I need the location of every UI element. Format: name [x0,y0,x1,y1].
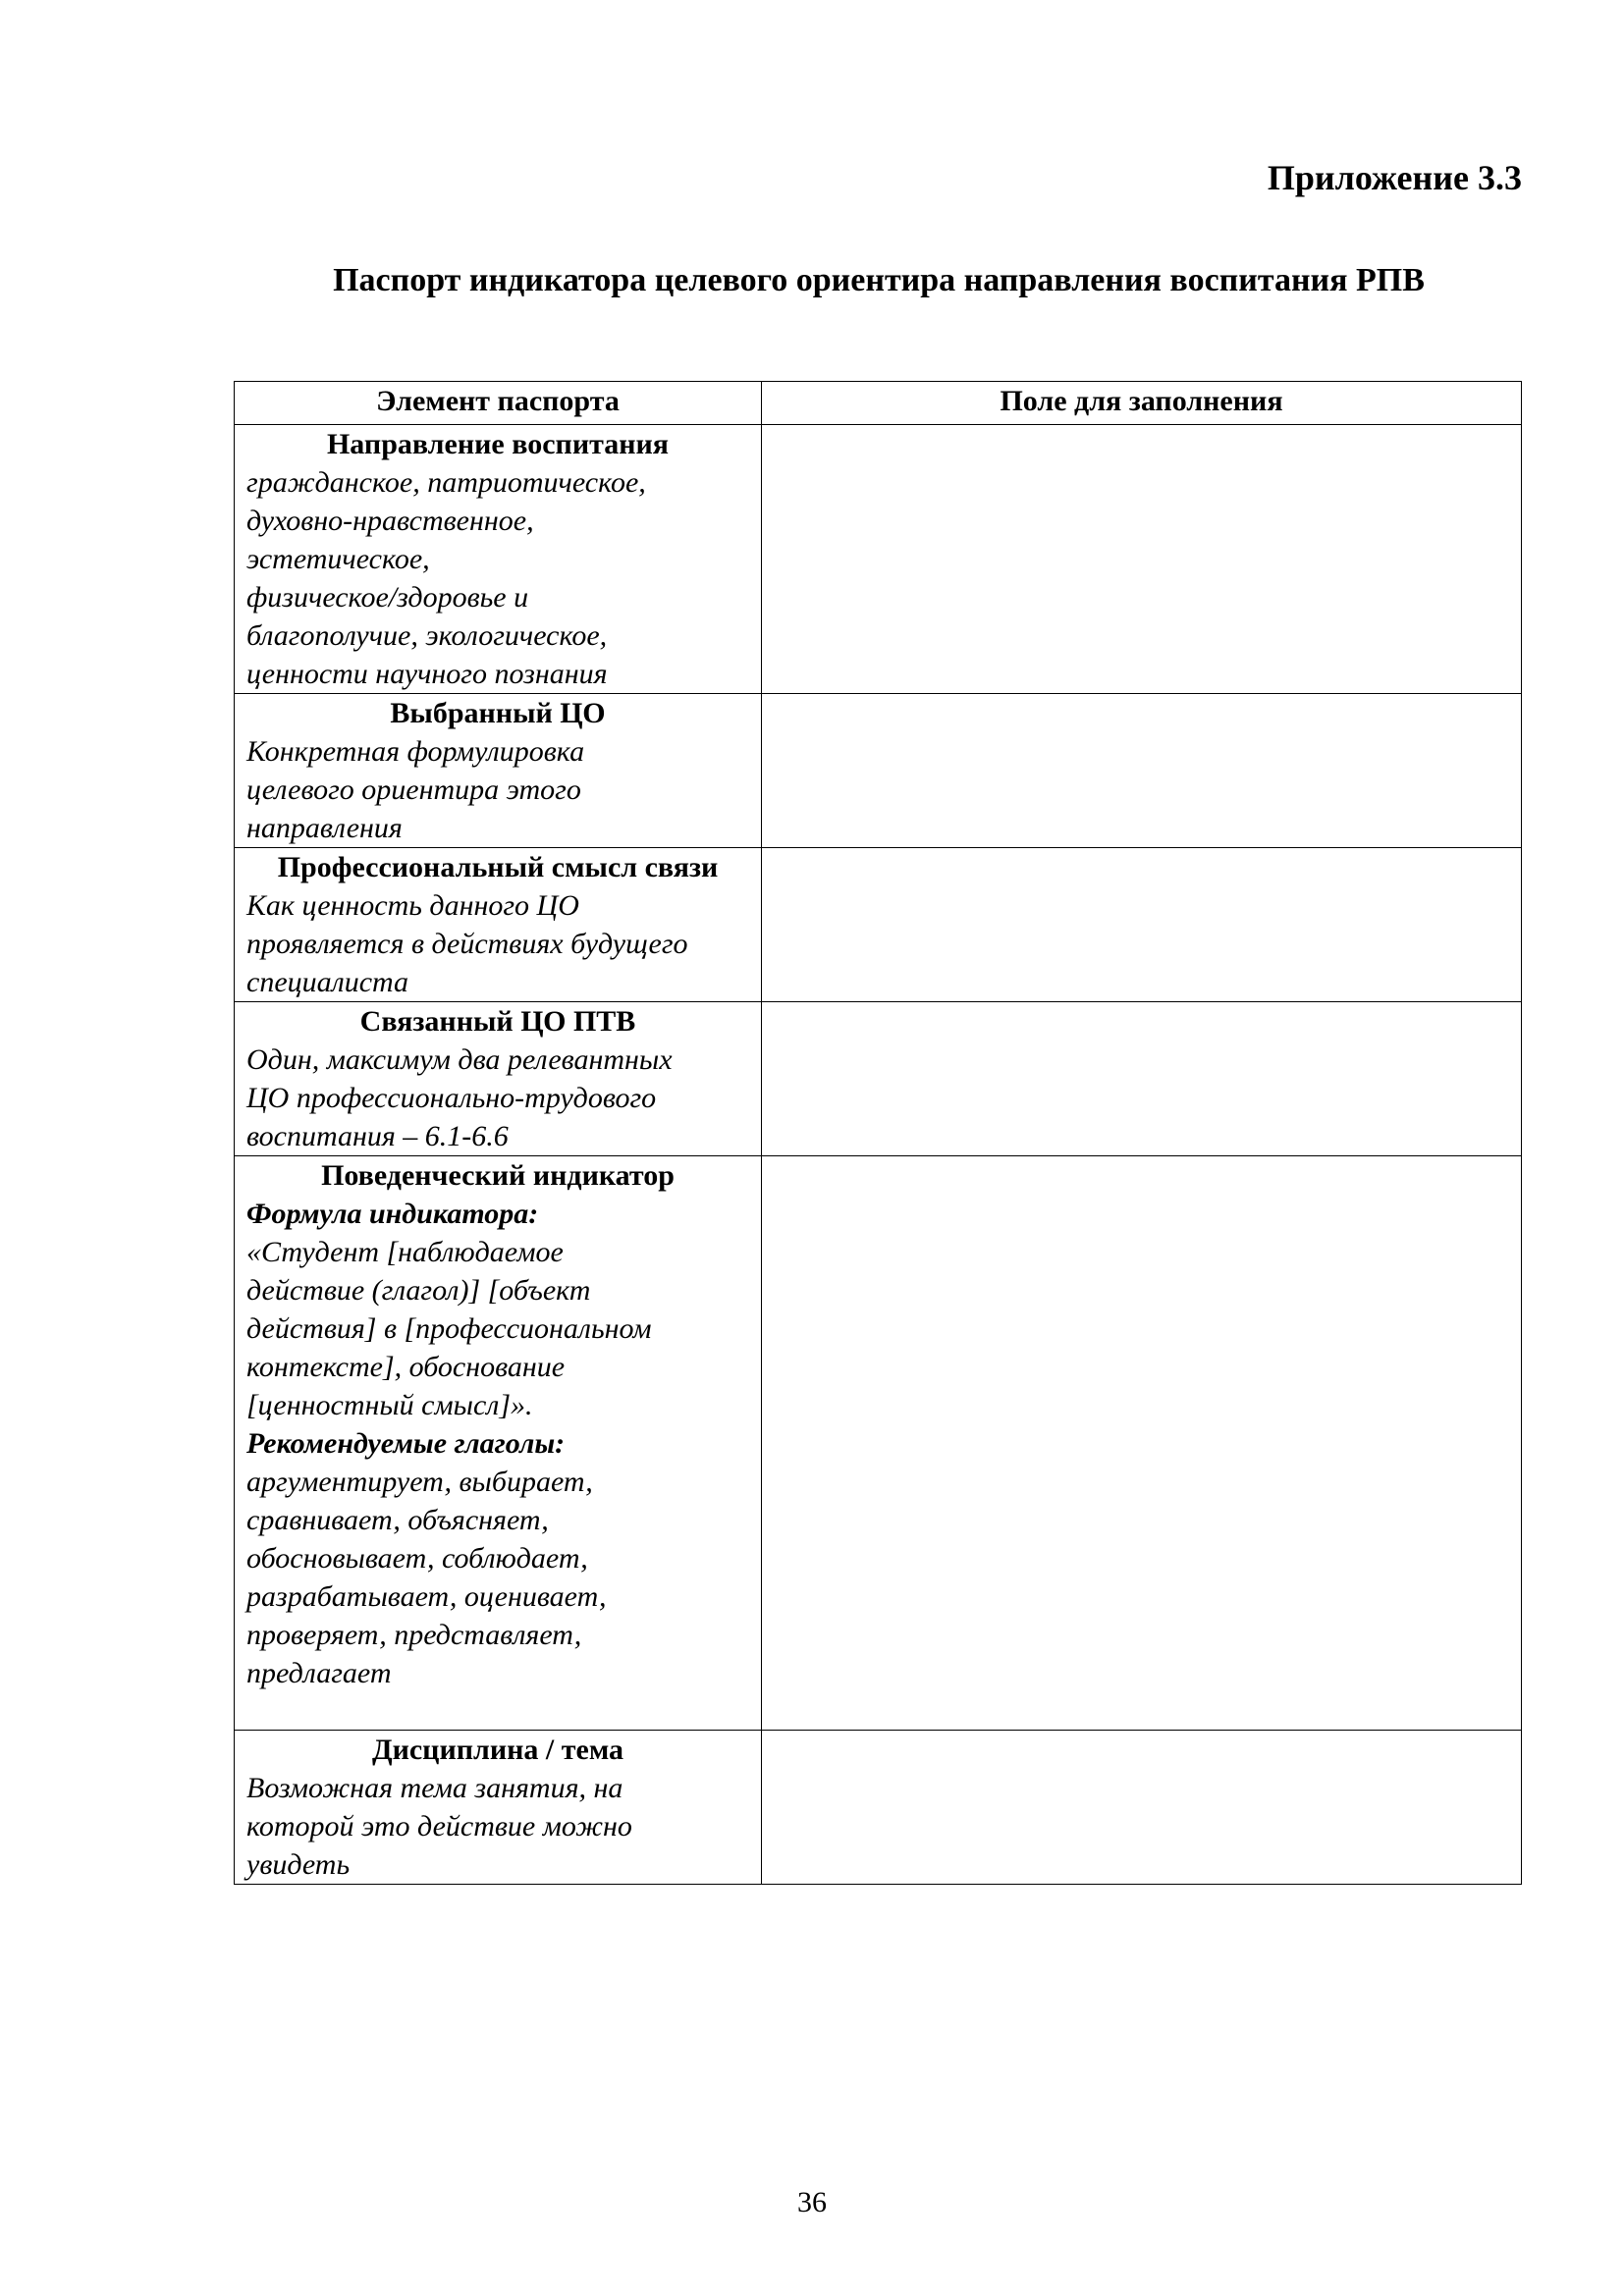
table-row-selected-target [235,694,1522,848]
row-heading: Выбранный ЦО [390,697,606,729]
row-description: гражданское, патриотическое, духовно-нравственное, эстетическое, физическое/здоровье и благополучие, экологическое, ценности научного познания [246,466,646,690]
table-row-direction [235,425,1522,694]
element-cell [235,1731,762,1885]
table-row-linked-target [235,1002,1522,1156]
table-header-row [235,382,1522,425]
verbs-text: аргументирует, выбирает, сравнивает, объясняет, обосновывает, соблюдает, разрабатывает, оценивает, проверяет, представляет, предлагает [246,1466,607,1689]
formula-text: «Студент [наблюдаемое действие (глагол)] [объект действия] в [профессиональном контексте], обоснование [ценностный смысл]». [246,1236,652,1421]
fill-field-cell[interactable] [762,1731,1522,1885]
row-heading: Направление воспитания [326,428,670,460]
element-cell [235,848,762,1002]
fill-field-cell[interactable] [762,1002,1522,1156]
column-header-field: Поле для заполнения [762,382,1522,425]
row-heading: Дисциплина / тема [371,1734,624,1766]
element-cell [235,1002,762,1156]
row-heading: Связанный ЦО ПТВ [359,1005,636,1038]
verbs-label: Рекомендуемые глаголы: [246,1427,566,1460]
fill-field-cell[interactable] [762,848,1522,1002]
page-number: 36 [797,2186,827,2218]
passport-table [234,381,1522,1885]
row-description: Один, максимум два релевантных ЦО профессионально-трудового воспитания – 6.1-6.6 [246,1043,673,1152]
row-heading: Профессиональный смысл связи [277,851,719,883]
element-cell [235,694,762,848]
appendix-label: Приложение 3.3 [1267,158,1522,197]
row-description: Возможная тема занятия, на которой это действие можно увидеть [246,1772,632,1881]
table-row-professional-meaning [235,848,1522,1002]
fill-field-cell[interactable] [762,694,1522,848]
row-description: Как ценность данного ЦО проявляется в действиях будущего специалиста [246,889,688,998]
document-title: Паспорт индикатора целевого ориентира направления воспитания РПВ [333,262,1425,298]
row-heading: Поведенческий индикатор [321,1159,675,1192]
table-row-discipline-topic [235,1731,1522,1885]
row-description: Конкретная формулировка целевого ориентира этого направления [246,735,585,844]
fill-field-cell[interactable] [762,1156,1522,1731]
element-cell [235,425,762,694]
table-row-behavioral-indicator [235,1156,1522,1731]
column-header-element: Элемент паспорта [235,382,762,425]
element-cell [235,1156,762,1731]
formula-label: Формула индикатора: [246,1198,539,1230]
fill-field-cell[interactable] [762,425,1522,694]
